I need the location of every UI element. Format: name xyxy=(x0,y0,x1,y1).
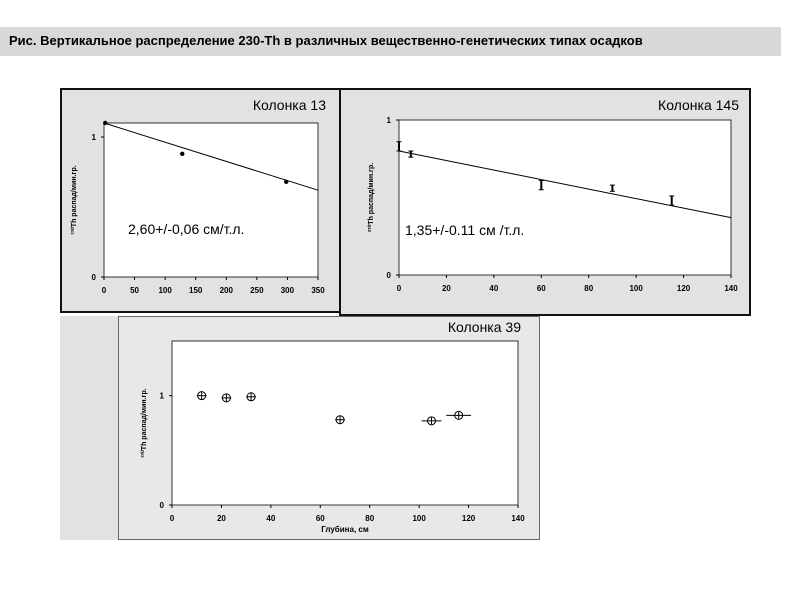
figure-title: Рис. Вертикальное распределение 230-Th в различных вещественно-генетических типах осадков xyxy=(9,33,643,48)
data-point xyxy=(103,121,107,125)
x-tick-label: 0 xyxy=(396,284,402,293)
x-tick-label: 120 xyxy=(676,284,691,293)
x-tick-label: 40 xyxy=(489,284,499,293)
data-point xyxy=(180,152,184,156)
data-point xyxy=(284,180,288,184)
x-tick-label: 100 xyxy=(412,514,426,523)
plot-area xyxy=(399,120,731,275)
x-tick-label: 100 xyxy=(158,286,172,295)
y-tick-label: 0 xyxy=(91,273,96,282)
y-tick-label: 0 xyxy=(159,501,164,510)
chart-title: Колонка 13 xyxy=(252,97,326,113)
x-tick-label: 0 xyxy=(169,514,175,523)
chart-panel-39 xyxy=(60,316,540,540)
chart-39-frame xyxy=(118,316,540,540)
x-tick-label: 200 xyxy=(219,286,233,295)
x-tick-label: 250 xyxy=(250,286,264,295)
x-tick-label: 120 xyxy=(461,514,476,523)
chart-39-svg xyxy=(119,317,539,539)
chart-panel-13 xyxy=(60,88,341,313)
y-axis-label: ²³⁰Th распад/мин.гр. xyxy=(141,388,148,458)
title-bar xyxy=(0,27,781,56)
chart-13-svg xyxy=(62,90,339,311)
plot-area xyxy=(104,123,318,277)
x-tick-label: 80 xyxy=(365,514,375,523)
y-tick-label: 1 xyxy=(91,133,96,142)
x-tick-label: 100 xyxy=(629,284,643,293)
y-tick-label: 0 xyxy=(386,271,391,280)
x-tick-label: 140 xyxy=(511,514,525,523)
chart-145-svg xyxy=(341,90,749,314)
chart-title: Колонка 145 xyxy=(658,97,739,113)
chart-title: Колонка 39 xyxy=(447,319,521,335)
x-tick-label: 350 xyxy=(311,286,325,295)
x-tick-label: 60 xyxy=(536,284,546,293)
x-axis-label: Глубина, см xyxy=(321,525,369,534)
slope-annotation: 2,60+/-0,06 см/т.л. xyxy=(128,221,245,237)
x-tick-label: 50 xyxy=(130,286,140,295)
x-tick-label: 150 xyxy=(189,286,203,295)
x-tick-label: 0 xyxy=(101,286,107,295)
x-tick-label: 60 xyxy=(315,514,325,523)
x-tick-label: 40 xyxy=(266,514,276,523)
chart-panel-145 xyxy=(339,88,751,316)
x-tick-label: 300 xyxy=(280,286,295,295)
y-tick-label: 1 xyxy=(159,391,164,401)
x-tick-label: 20 xyxy=(441,284,451,293)
y-tick-label: 1 xyxy=(386,116,391,125)
x-tick-label: 80 xyxy=(584,284,594,293)
plot-area xyxy=(172,341,518,505)
x-tick-label: 140 xyxy=(724,284,738,293)
slope-annotation: 1,35+/-0.11 см /т.л. xyxy=(405,222,525,238)
y-axis-label: ²³⁰Th распад/мин.гр. xyxy=(368,162,375,233)
x-tick-label: 20 xyxy=(216,514,226,523)
y-axis-label: ²³⁰Th распад/мин.гр. xyxy=(71,165,78,235)
